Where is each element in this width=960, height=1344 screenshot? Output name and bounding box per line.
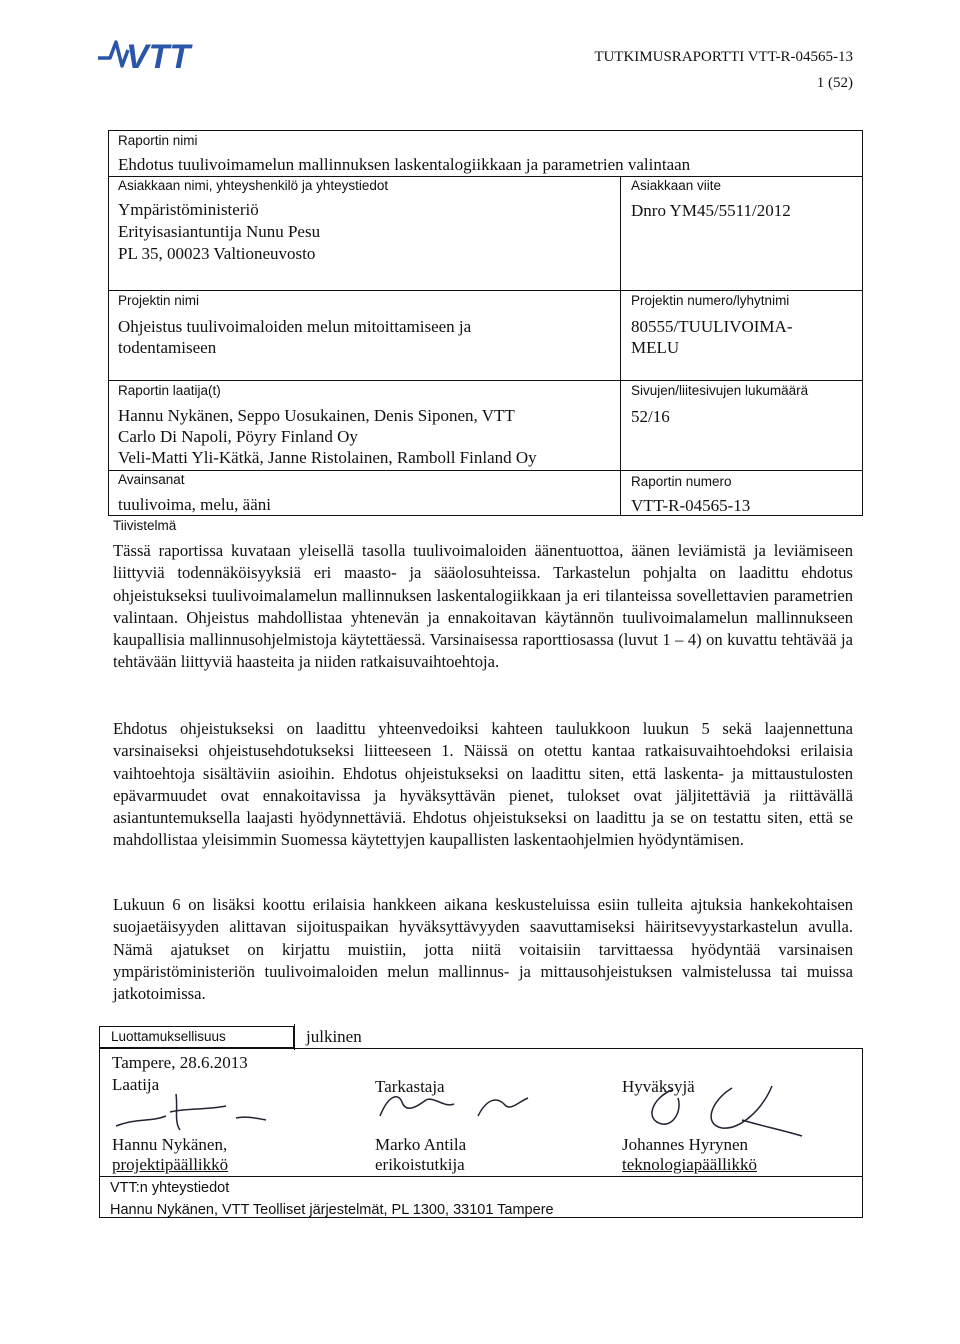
report-name-label: Raportin nimi bbox=[118, 133, 198, 148]
abstract-paragraph-3: Lukuun 6 on lisäksi koottu erilaisia hankkeen aikana keskusteluissa esiin tulleita ajtuksia hankekohtaisen suojaetäisyyden alittavan sijoituspaikan hyväksyttävyyden saavuttamiseksi häiritsevyystarkastelun avulla. Nämä ajatukset on kirjattu muistiin, jotta niitä voitaisiin tarvittaessa hyödyntää varsinaisen ympäristöministeriön tuulivoimaloiden melun mallinnus- ja mittausohjeistuksen valmistelussa tai muissa jatkotoimissa. bbox=[113, 895, 853, 1004]
reviewer-name: Marko Antila bbox=[375, 1135, 467, 1154]
project-name-line-1: Ohjeistus tuulivoimaloiden melun mitoittamiseen ja bbox=[118, 317, 472, 336]
pages-value: 52/16 bbox=[631, 407, 670, 426]
client-contact: Erityisasiantuntija Nunu Pesu bbox=[118, 222, 321, 241]
author-signature bbox=[96, 1088, 276, 1136]
project-name bbox=[118, 316, 471, 358]
project-number bbox=[631, 316, 792, 358]
author-title: projektipäällikkö bbox=[112, 1155, 229, 1174]
abstract-paragraph-1: Tässä raportissa kuvataan yleisellä tasolla tuulivoimaloiden äänentuottoa, äänen leviämistä ja leviämiseen liittyviä todennäköisyyksiä eri maasto- ja sääolosuhteissa. Tarkastelun pohjalta on laadittu ehdotus ohjeistukseksi tuulivoimalamelun mallinnuksen laskentalogiikkaan ja eri tilanteissa sovellettavien parametrien valintaan. Ohjeistus mahdollistaa yhtenevän ja ennakoitavan käytännön tuulivoimalamelun mallinnukseen kaupallisia mallinnusohjelmistoja käytettäessä. Varsinaisessa raporttiosassa (luvut 1 – 4) on kuvattu tehtävää ja tehtävään liittyviä haasteita ja niiden ratkaisuvaihtoehtoja. bbox=[113, 541, 853, 672]
project-name-line-2: todentamiseen bbox=[118, 338, 217, 357]
client-info bbox=[118, 199, 320, 265]
reviewer-title: erikoistutkija bbox=[375, 1155, 465, 1174]
authors-line-1: Hannu Nykänen, Seppo Uosukainen, Denis Siponen, VTT bbox=[118, 406, 515, 425]
client-label: Asiakkaan nimi, yhteyshenkilö ja yhteystiedot bbox=[118, 178, 389, 193]
authors-line-2: Carlo Di Napoli, Pöyry Finland Oy bbox=[118, 427, 358, 446]
contact-value: Hannu Nykänen, VTT Teolliset järjestelmät, PL 1300, 33101 Tampere bbox=[110, 1202, 554, 1218]
authors-line-3: Veli-Matti Yli-Kätkä, Janne Ristolainen, Ramboll Finland Oy bbox=[118, 448, 537, 467]
abstract-paragraph-2: Ehdotus ohjeistukseksi on laadittu yhteenvedoiksi kahteen taulukkoon luukun 5 sekä laajennettuna varsinaiseksi ohjeistusehdotukseksi liitteeseen 1. Näissä on otettu kantaa ratkaisuvaihtoehdoksi erilaisia vaihtoehtoja sisältäviin asioihin. Ehdotus ohjeistukseksi on laadittu siten, että laskenta- ja mittaustulosten epävarmuudet ovat ennakoitavissa ja hyväksyttävän pienet, tulokset ovat jäljitettäviä ja riittävällä asiantuntemuksella laajasti hyödynnettäviä. Ehdotus ohjeistukseksi on laadittu ja se on testattu siten, että se mahdollistaa yleisimmin Suomessa käytettyjen kaupallisten laskentaohjelmien hyödyntämisen. bbox=[113, 719, 853, 850]
client-ref-label: Asiakkaan viite bbox=[631, 178, 722, 193]
authors bbox=[118, 405, 537, 468]
page-number: 1 (52) bbox=[816, 75, 853, 91]
reviewer-role: Tarkastaja bbox=[375, 1077, 445, 1096]
project-name-label: Projektin nimi bbox=[118, 293, 200, 308]
approver-signature bbox=[612, 1080, 812, 1140]
keywords-label: Avainsanat bbox=[118, 472, 185, 487]
client-address: PL 35, 00023 Valtioneuvosto bbox=[118, 244, 316, 263]
logo-text: VTT bbox=[126, 38, 191, 74]
vtt-logo bbox=[96, 30, 226, 74]
approver-title: teknologiapäällikkö bbox=[622, 1155, 758, 1174]
keywords-value: tuulivoima, melu, ääni bbox=[118, 495, 271, 514]
report-name-value: Ehdotus tuulivoimamelun mallinnuksen laskentalogiikkaan ja parametrien valintaan bbox=[118, 155, 691, 174]
authors-label: Raportin laatija(t) bbox=[118, 383, 221, 398]
project-number-line-2: MELU bbox=[631, 338, 680, 357]
pages-label: Sivujen/liitesivujen lukumäärä bbox=[631, 383, 809, 398]
report-id: TUTKIMUSRAPORTTI VTT-R-04565-13 bbox=[594, 49, 853, 65]
contact-label: VTT:n yhteystiedot bbox=[110, 1180, 230, 1196]
reviewer-signature bbox=[368, 1086, 558, 1130]
confidentiality-value: julkinen bbox=[306, 1027, 362, 1046]
author-role: Laatija bbox=[112, 1075, 160, 1094]
client-name: Ympäristöministeriö bbox=[118, 200, 259, 219]
author-name: Hannu Nykänen, bbox=[112, 1135, 228, 1154]
place-date: Tampere, 28.6.2013 bbox=[112, 1053, 248, 1072]
approver-role: Hyväksyjä bbox=[622, 1077, 695, 1096]
approver-name: Johannes Hyrynen bbox=[622, 1135, 749, 1154]
project-number-label: Projektin numero/lyhytnimi bbox=[631, 293, 790, 308]
client-ref-value: Dnro YM45/5511/2012 bbox=[631, 201, 791, 220]
abstract-label: Tiivistelmä bbox=[113, 518, 177, 533]
report-number-value: VTT-R-04565-13 bbox=[631, 496, 751, 515]
report-number-label: Raportin numero bbox=[631, 474, 732, 489]
confidentiality-label: Luottamuksellisuus bbox=[111, 1029, 226, 1044]
project-number-line-1: 80555/TUULIVOIMA- bbox=[631, 317, 793, 336]
report-header bbox=[594, 44, 853, 96]
